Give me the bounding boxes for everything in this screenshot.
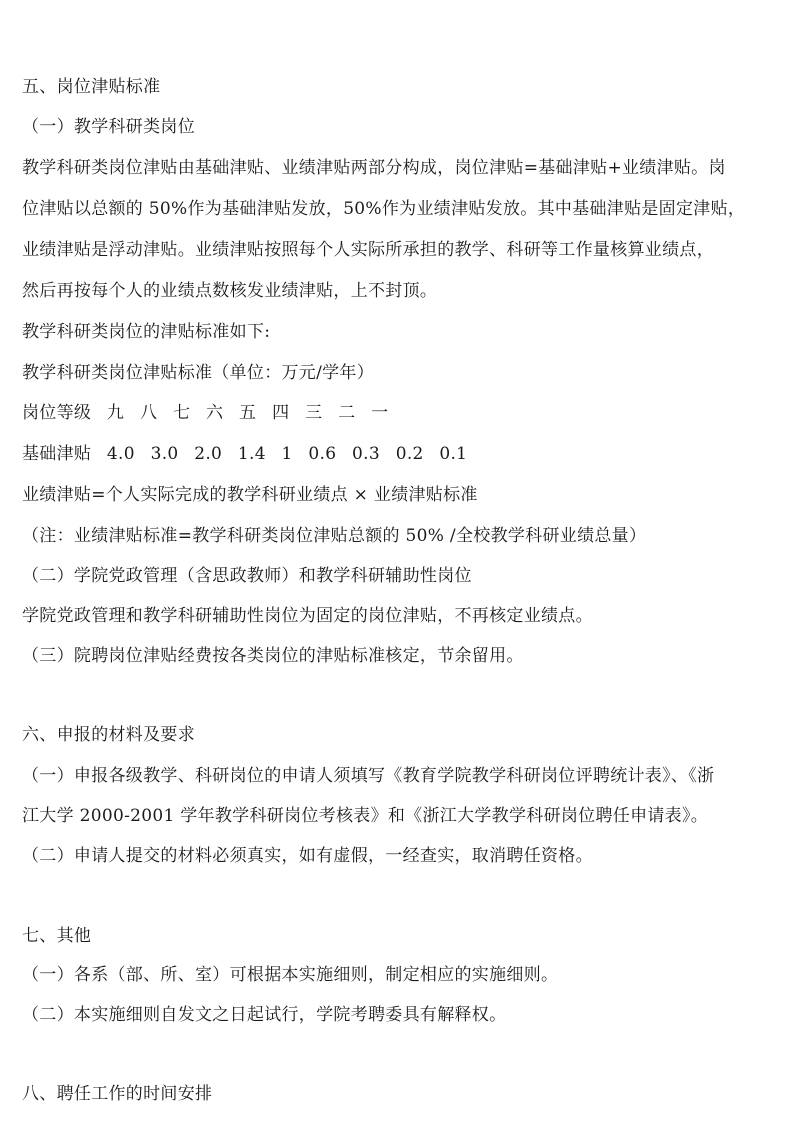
section-6-item-1-line-2: 江大学 2000-2001 学年教学科研岗位考核表》和《浙江大学教学科研岗位聘任申请表》。 [22, 806, 709, 826]
grade-row [22, 402, 398, 424]
grade-value: 九 [106, 403, 125, 423]
section-8-heading: 八、聘任工作的时间安排 [22, 1084, 213, 1104]
grade-value: 六 [206, 403, 224, 423]
section-6-item-1-line-1: （一）申报各级教学、科研岗位的申请人须填写《教育学院教学科研岗位评聘统计表》、《浙 [22, 766, 715, 786]
grade-value: 一 [371, 403, 389, 423]
grade-value: 三 [305, 403, 323, 423]
grade-row-label: 岗位等级 [22, 403, 92, 423]
basic-allowance-row [22, 443, 477, 465]
grade-value: 八 [139, 403, 158, 423]
allowance-value: 0.3 [352, 444, 380, 464]
allowance-table-title: 教学科研类岗位津贴标准（单位：万元/学年） [22, 363, 375, 383]
section-5-heading: 五、岗位津贴标准 [22, 77, 161, 97]
allowance-value: 1 [281, 444, 293, 464]
grade-value: 五 [239, 403, 257, 423]
allowance-value: 0.2 [395, 444, 424, 464]
grade-value: 七 [172, 403, 191, 423]
allowance-value: 3.0 [150, 444, 179, 464]
section-5-1-heading: （一）教学科研类岗位 [22, 117, 195, 137]
allowance-row-label: 基础津贴 [22, 444, 92, 464]
grade-value: 二 [338, 403, 356, 423]
section-7-item-2: （二）本实施细则自发文之日起试行，学院考聘委具有解释权。 [22, 1005, 507, 1025]
section-5-1-paragraph-line-2: 位津贴以总额的 50%作为基础津贴发放，50%作为业绩津贴发放。其中基础津贴是固定津贴， [22, 199, 746, 219]
allowance-value: 0.1 [439, 444, 468, 464]
standard-intro: 教学科研类岗位的津贴标准如下: [22, 322, 271, 342]
performance-note: （注：业绩津贴标准=教学科研类岗位津贴总额的 50% /全校教学科研业绩总量） [22, 526, 647, 546]
section-5-1-paragraph-line-1: 教学科研类岗位津贴由基础津贴、业绩津贴两部分构成，岗位津贴=基础津贴+业绩津贴。岗 [22, 158, 726, 178]
section-5-1-paragraph-line-3: 业绩津贴是浮动津贴。业绩津贴按照每个人实际所承担的教学、科研等工作量核算业绩点， [22, 240, 714, 260]
allowance-value: 1.4 [237, 444, 266, 464]
section-6-item-2: （二）申请人提交的材料必须真实，如有虚假，一经查实，取消聘任资格。 [22, 846, 593, 866]
section-5-2-heading: （二）学院党政管理（含思政教师）和教学科研辅助性岗位 [22, 566, 472, 586]
section-7-item-1: （一）各系（部、所、室）可根据本实施细则，制定相应的实施细则。 [22, 965, 559, 985]
section-5-1-paragraph-line-4: 然后再按每个人的业绩点数核发业绩津贴，上不封顶。 [22, 281, 438, 301]
grade-value: 四 [272, 403, 290, 423]
section-6-heading: 六、申报的材料及要求 [22, 725, 195, 745]
section-7-heading: 七、其他 [22, 926, 92, 946]
allowance-value: 2.0 [194, 444, 223, 464]
allowance-value: 4.0 [106, 444, 135, 464]
section-5-3-paragraph: （三）院聘岗位津贴经费按各类岗位的津贴标准核定，节余留用。 [22, 646, 524, 666]
allowance-value: 0.6 [308, 444, 337, 464]
section-5-2-paragraph: 学院党政管理和教学科研辅助性岗位为固定的岗位津贴，不再核定业绩点。 [22, 606, 593, 626]
performance-formula: 业绩津贴=个人实际完成的教学科研业绩点 × 业绩津贴标准 [22, 485, 478, 505]
